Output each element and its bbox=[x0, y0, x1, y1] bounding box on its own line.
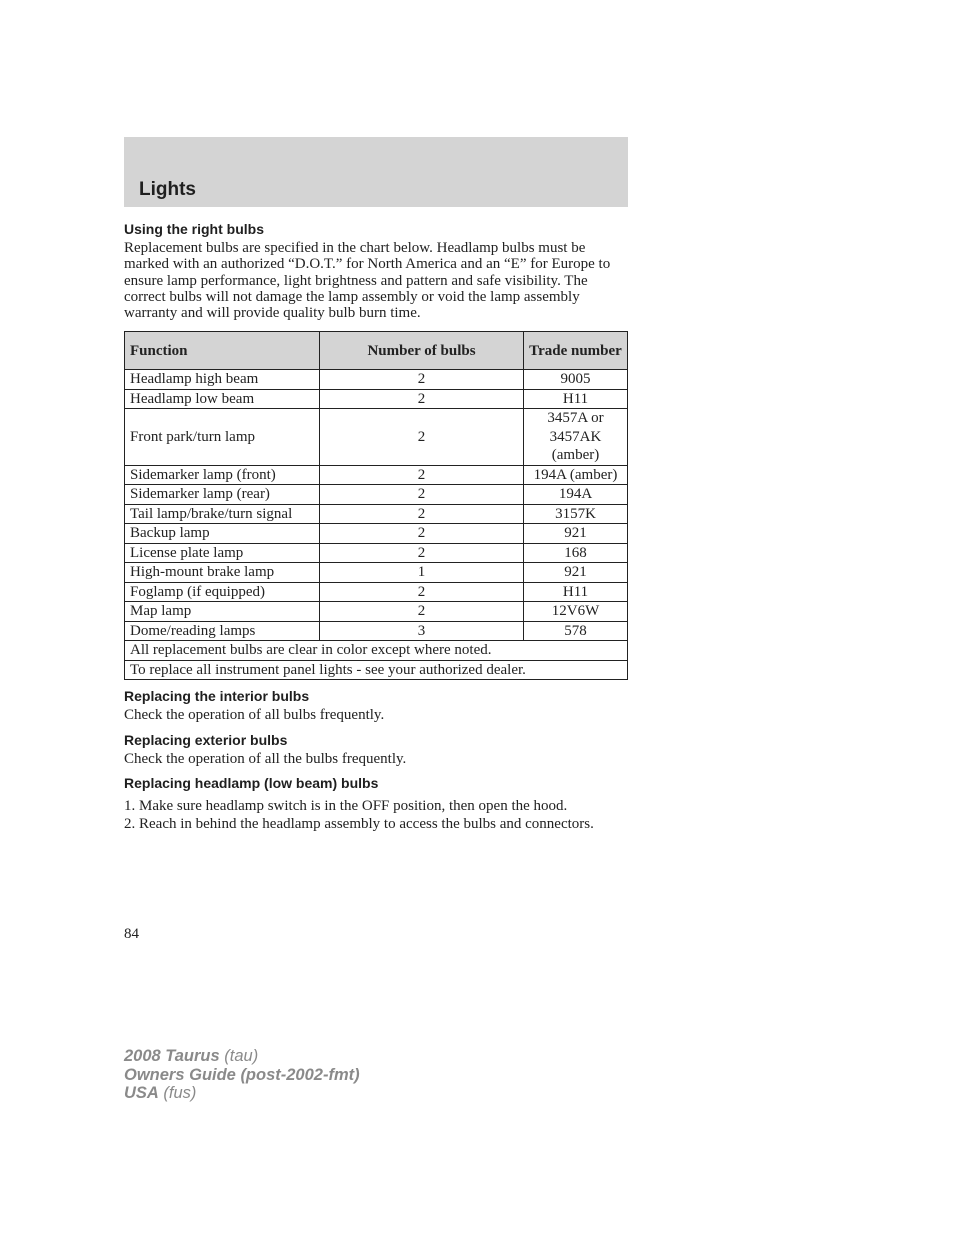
heading-exterior-bulbs: Replacing exterior bulbs bbox=[124, 731, 288, 748]
table-row bbox=[125, 621, 628, 641]
table-row bbox=[125, 563, 628, 583]
footer-market-code: (fus) bbox=[158, 1084, 197, 1102]
table-row bbox=[125, 370, 628, 390]
cell-number: 2 bbox=[320, 370, 524, 390]
footer-model: 2008 Taurus bbox=[124, 1047, 220, 1065]
cell-number: 2 bbox=[320, 465, 524, 485]
table-note-clear-color: All replacement bulbs are clear in color except where noted. bbox=[125, 641, 628, 661]
cell-function: Sidemarker lamp (front) bbox=[125, 465, 320, 485]
page-number: 84 bbox=[124, 926, 139, 942]
table-row bbox=[125, 485, 628, 505]
table-row bbox=[125, 524, 628, 544]
table-note-instrument-panel: To replace all instrument panel lights - see your authorized dealer. bbox=[125, 660, 628, 680]
cell-trade: 168 bbox=[524, 543, 628, 563]
table-row bbox=[125, 582, 628, 602]
paragraph-interior-bulbs: Check the operation of all bulbs frequently. bbox=[124, 707, 385, 724]
table-note-row bbox=[125, 660, 628, 680]
cell-trade: 12V6W bbox=[524, 602, 628, 622]
cell-trade: 3157K bbox=[524, 504, 628, 524]
cell-function: Dome/reading lamps bbox=[125, 621, 320, 641]
cell-number: 2 bbox=[320, 409, 524, 466]
table-row bbox=[125, 504, 628, 524]
footer-line-2 bbox=[124, 1066, 360, 1085]
table-row bbox=[125, 409, 628, 466]
cell-function: Sidemarker lamp (rear) bbox=[125, 485, 320, 505]
cell-trade: H11 bbox=[524, 582, 628, 602]
cell-number: 2 bbox=[320, 582, 524, 602]
paragraph-right-bulbs: Replacement bulbs are specified in the chart below. Headlamp bulbs must be marked with an authorized “D.O.T.” for North America and an “E” for Europe to ensure lamp performance, light brightness and pattern and safe visibility. The correct bulbs will not damage the lamp assembly or void the lamp assembly warranty and will provide quality bulb burn time. bbox=[124, 240, 611, 322]
cell-number: 2 bbox=[320, 543, 524, 563]
section-header-band bbox=[124, 137, 628, 207]
footer-line-3 bbox=[124, 1084, 360, 1103]
cell-trade: 578 bbox=[524, 621, 628, 641]
footer-market: USA bbox=[124, 1084, 159, 1102]
column-header-number-of-bulbs: Number of bulbs bbox=[320, 332, 524, 370]
cell-function: Headlamp high beam bbox=[125, 370, 320, 390]
heading-headlamp-bulbs: Replacing headlamp (low beam) bulbs bbox=[124, 775, 379, 792]
cell-number: 2 bbox=[320, 602, 524, 622]
cell-number: 3 bbox=[320, 621, 524, 641]
cell-number: 2 bbox=[320, 389, 524, 409]
paragraph-exterior-bulbs: Check the operation of all the bulbs frequently. bbox=[124, 750, 407, 767]
cell-number: 2 bbox=[320, 485, 524, 505]
footer-guide: Owners Guide (post-2002-fmt) bbox=[124, 1065, 360, 1084]
heading-right-bulbs: Using the right bulbs bbox=[124, 221, 264, 237]
cell-function: Backup lamp bbox=[125, 524, 320, 544]
section-title: Lights bbox=[139, 179, 196, 200]
cell-trade: 3457A or 3457AK (amber) bbox=[524, 409, 628, 466]
column-header-trade-number: Trade number bbox=[524, 332, 628, 370]
cell-function: Front park/turn lamp bbox=[125, 409, 320, 466]
table-header-row bbox=[125, 332, 628, 370]
cell-trade: 921 bbox=[524, 524, 628, 544]
document-footer bbox=[124, 1047, 360, 1103]
cell-trade: 194A (amber) bbox=[524, 465, 628, 485]
cell-function: Tail lamp/brake/turn signal bbox=[125, 504, 320, 524]
cell-trade: 921 bbox=[524, 563, 628, 583]
cell-function: High-mount brake lamp bbox=[125, 563, 320, 583]
cell-number: 1 bbox=[320, 563, 524, 583]
table-note-row bbox=[125, 641, 628, 661]
bulb-table bbox=[124, 331, 628, 680]
step-1: 1. Make sure headlamp switch is in the OFF position, then open the hood. bbox=[124, 798, 568, 815]
table-row bbox=[125, 543, 628, 563]
footer-line-1 bbox=[124, 1047, 360, 1066]
cell-function: License plate lamp bbox=[125, 543, 320, 563]
footer-model-code: (tau) bbox=[219, 1047, 259, 1065]
cell-trade: 9005 bbox=[524, 370, 628, 390]
column-header-function: Function bbox=[125, 332, 320, 370]
page-content bbox=[124, 220, 628, 833]
cell-trade: H11 bbox=[524, 389, 628, 409]
cell-function: Foglamp (if equipped) bbox=[125, 582, 320, 602]
table-row bbox=[125, 602, 628, 622]
cell-trade: 194A bbox=[524, 485, 628, 505]
cell-function: Map lamp bbox=[125, 602, 320, 622]
table-row bbox=[125, 465, 628, 485]
cell-number: 2 bbox=[320, 524, 524, 544]
table-row bbox=[125, 389, 628, 409]
step-2: 2. Reach in behind the headlamp assembly to access the bulbs and connectors. bbox=[124, 816, 594, 833]
cell-function: Headlamp low beam bbox=[125, 389, 320, 409]
cell-number: 2 bbox=[320, 504, 524, 524]
heading-interior-bulbs: Replacing the interior bulbs bbox=[124, 688, 310, 705]
